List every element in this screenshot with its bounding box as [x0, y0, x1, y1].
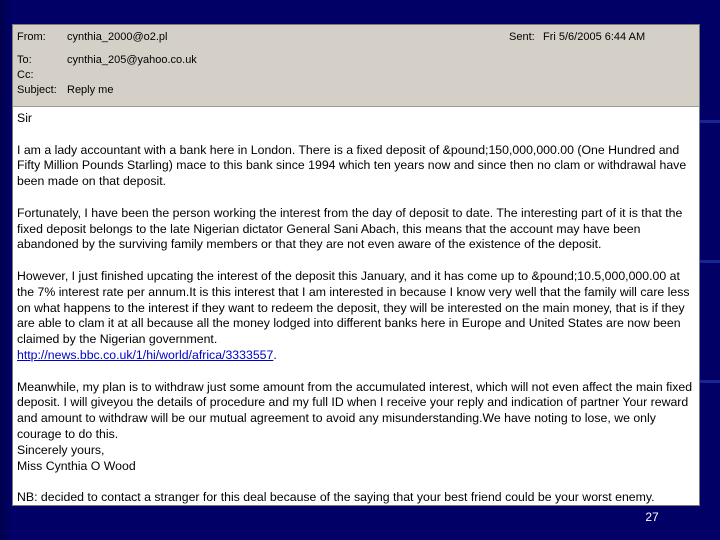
link-suffix: . — [273, 347, 277, 362]
slide-number: 27 — [645, 510, 659, 524]
email-header — [13, 25, 699, 107]
bbc-news-link[interactable]: http://news.bbc.co.uk/1/hi/world/africa/3333557 — [17, 347, 274, 362]
closing: Sincerely yours, — [17, 442, 105, 457]
from-label: From: — [17, 31, 46, 43]
email-window — [12, 24, 700, 506]
paragraph-3: However, I just finished upcating the interest of the deposit this January, and it has come up to &pound;10.5,000,000.00 at the 7% interest rate per annum.It is this interest that I am interested in because I know very well that the family will care less on what happens to the interest if they want to redeem the deposit, they will be interested on the main money, that is if they are able to clam it at all because all the money lodged into different banks here in Europe and United States are now been claimed by the Nigerian government. — [17, 268, 690, 347]
signature: Miss Cynthia O Wood — [17, 458, 136, 473]
slide-left-accent — [0, 0, 12, 540]
to-label: To: — [17, 54, 32, 66]
to-value: cynthia_205@yahoo.co.uk — [67, 54, 197, 66]
link-line — [17, 348, 695, 364]
paragraph-2: Fortunately, I have been the person working the interest from the day of deposit to date. The interesting part of it is that the fixed deposit belongs to the late Nigerian dictator General Sani Abach, this means that the account may have been abandoned by the surviving family members or that they are not even aware of the existence of the deposit. — [17, 205, 683, 252]
greeting: Sir — [17, 111, 33, 125]
nb-note: NB: decided to contact a stranger for this deal because of the saying that your best friend could be your worst enemy. — [17, 490, 655, 505]
paragraph-1: I am a lady accountant with a bank here in London. There is a fixed deposit of &pound;150,000,000.00 (One Hundred and Fifty Million Pounds Starling) mace to this bank since 1994 which ten years now and since then no clam or withdrawal have been made on that deposit. — [17, 142, 687, 189]
email-body — [17, 111, 695, 506]
from-value: cynthia_2000@o2.pl — [67, 31, 168, 43]
subject-value: Reply me — [67, 84, 114, 96]
subject-label: Subject: — [17, 84, 57, 96]
sent-value: Fri 5/6/2005 6:44 AM — [543, 31, 646, 43]
sent-label: Sent: — [509, 31, 535, 43]
paragraph-4: Meanwhile, my plan is to withdraw just some amount from the accumulated interest, which will not even affect the main fixed deposit. I will giveyou the details of procedure and my full ID when I receive your reply and indication of partner Your reward and amount to withdraw will be our mutual agreement to avoid any misunderstanding.We have noting to lose, we only courage to do this. — [17, 379, 693, 441]
cc-label: Cc: — [17, 69, 34, 81]
